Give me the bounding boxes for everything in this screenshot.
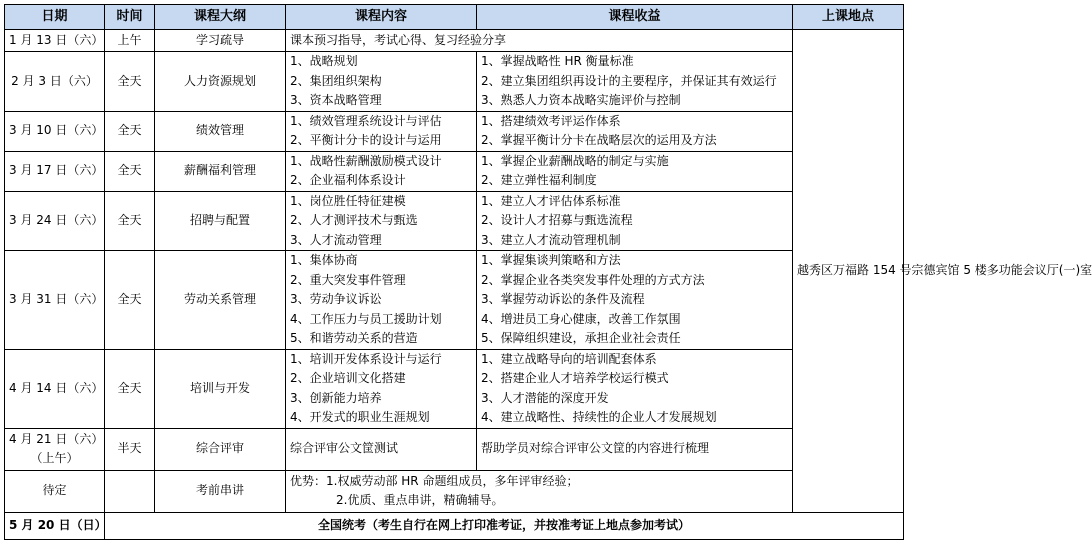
outline-cell: 劳动关系管理 [155, 251, 286, 350]
benefit-cell [477, 52, 793, 112]
content-line: 1、集体协商 [290, 253, 358, 267]
time-cell: 全天 [105, 251, 155, 350]
content-line: 4、开发式的职业生涯规划 [290, 410, 430, 424]
benefit-line: 4、增进员工身心健康，改善工作氛围 [481, 311, 681, 326]
content-line: 2、企业培训文化搭建 [290, 371, 406, 385]
outline-cell: 综合评审 [155, 428, 286, 470]
benefit-line: 2、掌握企业各类突发事件处理的方式方法 [481, 272, 705, 287]
outline-cell: 人力资源规划 [155, 52, 286, 112]
benefit-cell [477, 191, 793, 251]
date-cell: 3 月 10 日（六） [5, 111, 105, 151]
outline-cell: 绩效管理 [155, 111, 286, 151]
exam-date-cell: 5 月 20 日（日） [5, 512, 105, 539]
benefit-cell [477, 349, 793, 428]
content-line: 5、和谐劳动关系的营造 [290, 331, 418, 345]
date-cell: 2 月 3 日（六） [5, 52, 105, 112]
content-line: 2、集团组织架构 [290, 73, 382, 88]
content-line: 2、平衡计分卡的设计与运用 [290, 133, 442, 147]
benefit-line: 3、掌握劳动诉讼的条件及流程 [481, 292, 645, 306]
benefit-cell [477, 151, 793, 191]
content-line: 2、重大突发事件管理 [290, 272, 406, 287]
content-cell [286, 191, 477, 251]
advantage-cell [286, 470, 793, 512]
header-location: 上课地点 [793, 5, 904, 30]
header-row [5, 5, 904, 30]
content-line: 3、资本战略管理 [290, 93, 382, 107]
time-cell: 半天 [105, 428, 155, 470]
benefit-line: 1、掌握企业薪酬战略的制定与实施 [481, 153, 669, 168]
time-cell: 全天 [105, 349, 155, 428]
date-cell: 3 月 17 日（六） [5, 151, 105, 191]
header-date: 日期 [5, 5, 105, 30]
date-cell: 1 月 13 日（六） [5, 30, 105, 52]
benefit-line: 3、熟悉人力资本战略实施评价与控制 [481, 93, 681, 107]
benefit-line: 1、掌握集谈判策略和方法 [481, 253, 621, 267]
benefit-line: 2、掌握平衡计分卡在战略层次的运用及方法 [481, 133, 717, 147]
benefit-cell: 帮助学员对综合评审公文筐的内容进行梳理 [477, 428, 793, 470]
content-line: 4、工作压力与员工援助计划 [290, 311, 442, 326]
advantage-line: 2.优质、重点串讲，精确辅导。 [336, 493, 504, 507]
table-row [5, 470, 904, 512]
benefit-line: 1、建立战略导向的培训配套体系 [481, 351, 657, 366]
benefit-line: 2、设计人才招募与甄选流程 [481, 213, 633, 227]
date-cell: 待定 [5, 470, 105, 512]
content-cell [286, 52, 477, 112]
content-line: 3、劳动争议诉讼 [290, 292, 382, 306]
header-time: 时间 [105, 5, 155, 30]
content-line: 3、人才流动管理 [290, 232, 382, 247]
time-cell: 上午 [105, 30, 155, 52]
content-line: 1、绩效管理系统设计与评估 [290, 113, 442, 128]
content-cell: 课本预习指导，考试心得、复习经验分享 [286, 30, 793, 52]
header-outline: 课程大纲 [155, 5, 286, 30]
time-cell: 全天 [105, 191, 155, 251]
content-line: 1、岗位胜任特征建模 [290, 193, 406, 208]
outline-cell: 招聘与配置 [155, 191, 286, 251]
advantage-line: 优势：1.权威劳动部 HR 命题组成员，多年评审经验； [290, 473, 579, 488]
exam-note-cell: 全国统考（考生自行在网上打印准考证，并按准考证上地点参加考试） [105, 512, 904, 539]
time-cell: 全天 [105, 52, 155, 112]
location-cell: 越秀区万福路 154 号宗德宾馆 5 楼多功能会议厅(一)室 [793, 30, 904, 513]
benefit-line: 5、保障组织建设，承担企业社会责任 [481, 331, 681, 345]
table-row [5, 349, 904, 428]
table-row [5, 52, 904, 112]
outline-cell: 学习疏导 [155, 30, 286, 52]
benefit-line: 1、建立人才评估体系标准 [481, 193, 621, 208]
table-row [5, 151, 904, 191]
table-row [5, 191, 904, 251]
content-line: 2、企业福利体系设计 [290, 173, 406, 187]
course-schedule-table [4, 4, 1092, 540]
benefit-line: 2、建立集团组织再设计的主要程序，并保证其有效运行 [481, 73, 777, 88]
benefit-line: 4、建立战略性、持续性的企业人才发展规划 [481, 410, 717, 424]
content-cell [286, 251, 477, 350]
content-line: 1、战略规划 [290, 54, 358, 68]
header-benefit: 课程收益 [477, 5, 793, 30]
time-cell: 全天 [105, 151, 155, 191]
date-line: （上午） [30, 451, 79, 465]
content-line: 3、创新能力培养 [290, 390, 382, 405]
header-content: 课程内容 [286, 5, 477, 30]
benefit-line: 2、搭建企业人才培养学校运行模式 [481, 371, 669, 385]
content-line: 1、培训开发体系设计与运行 [290, 351, 442, 366]
date-cell: 3 月 24 日（六） [5, 191, 105, 251]
date-cell [5, 428, 105, 470]
outline-cell: 培训与开发 [155, 349, 286, 428]
content-cell [286, 111, 477, 151]
table-row [5, 111, 904, 151]
content-cell: 综合评审公文筐测试 [286, 428, 477, 470]
benefit-line: 1、搭建绩效考评运作体系 [481, 113, 621, 128]
content-cell [286, 349, 477, 428]
content-line: 1、战略性薪酬激励模式设计 [290, 153, 442, 168]
benefit-cell [477, 251, 793, 350]
exam-row [5, 512, 904, 539]
benefit-line: 1、掌握战略性 HR 衡量标准 [481, 54, 634, 68]
outline-cell: 薪酬福利管理 [155, 151, 286, 191]
benefit-cell [477, 111, 793, 151]
date-cell: 4 月 14 日（六） [5, 349, 105, 428]
time-cell: 全天 [105, 111, 155, 151]
time-cell [105, 470, 155, 512]
date-cell: 3 月 31 日（六） [5, 251, 105, 350]
benefit-line: 2、建立弹性福利制度 [481, 173, 597, 187]
content-cell [286, 151, 477, 191]
date-line: 4 月 21 日（六） [9, 431, 104, 446]
table-row [5, 428, 904, 470]
table-row [5, 251, 904, 350]
outline-cell: 考前串讲 [155, 470, 286, 512]
table-row [5, 30, 904, 52]
content-line: 2、人才测评技术与甄选 [290, 213, 418, 227]
benefit-line: 3、建立人才流动管理机制 [481, 232, 621, 247]
benefit-line: 3、人才潜能的深度开发 [481, 390, 609, 405]
